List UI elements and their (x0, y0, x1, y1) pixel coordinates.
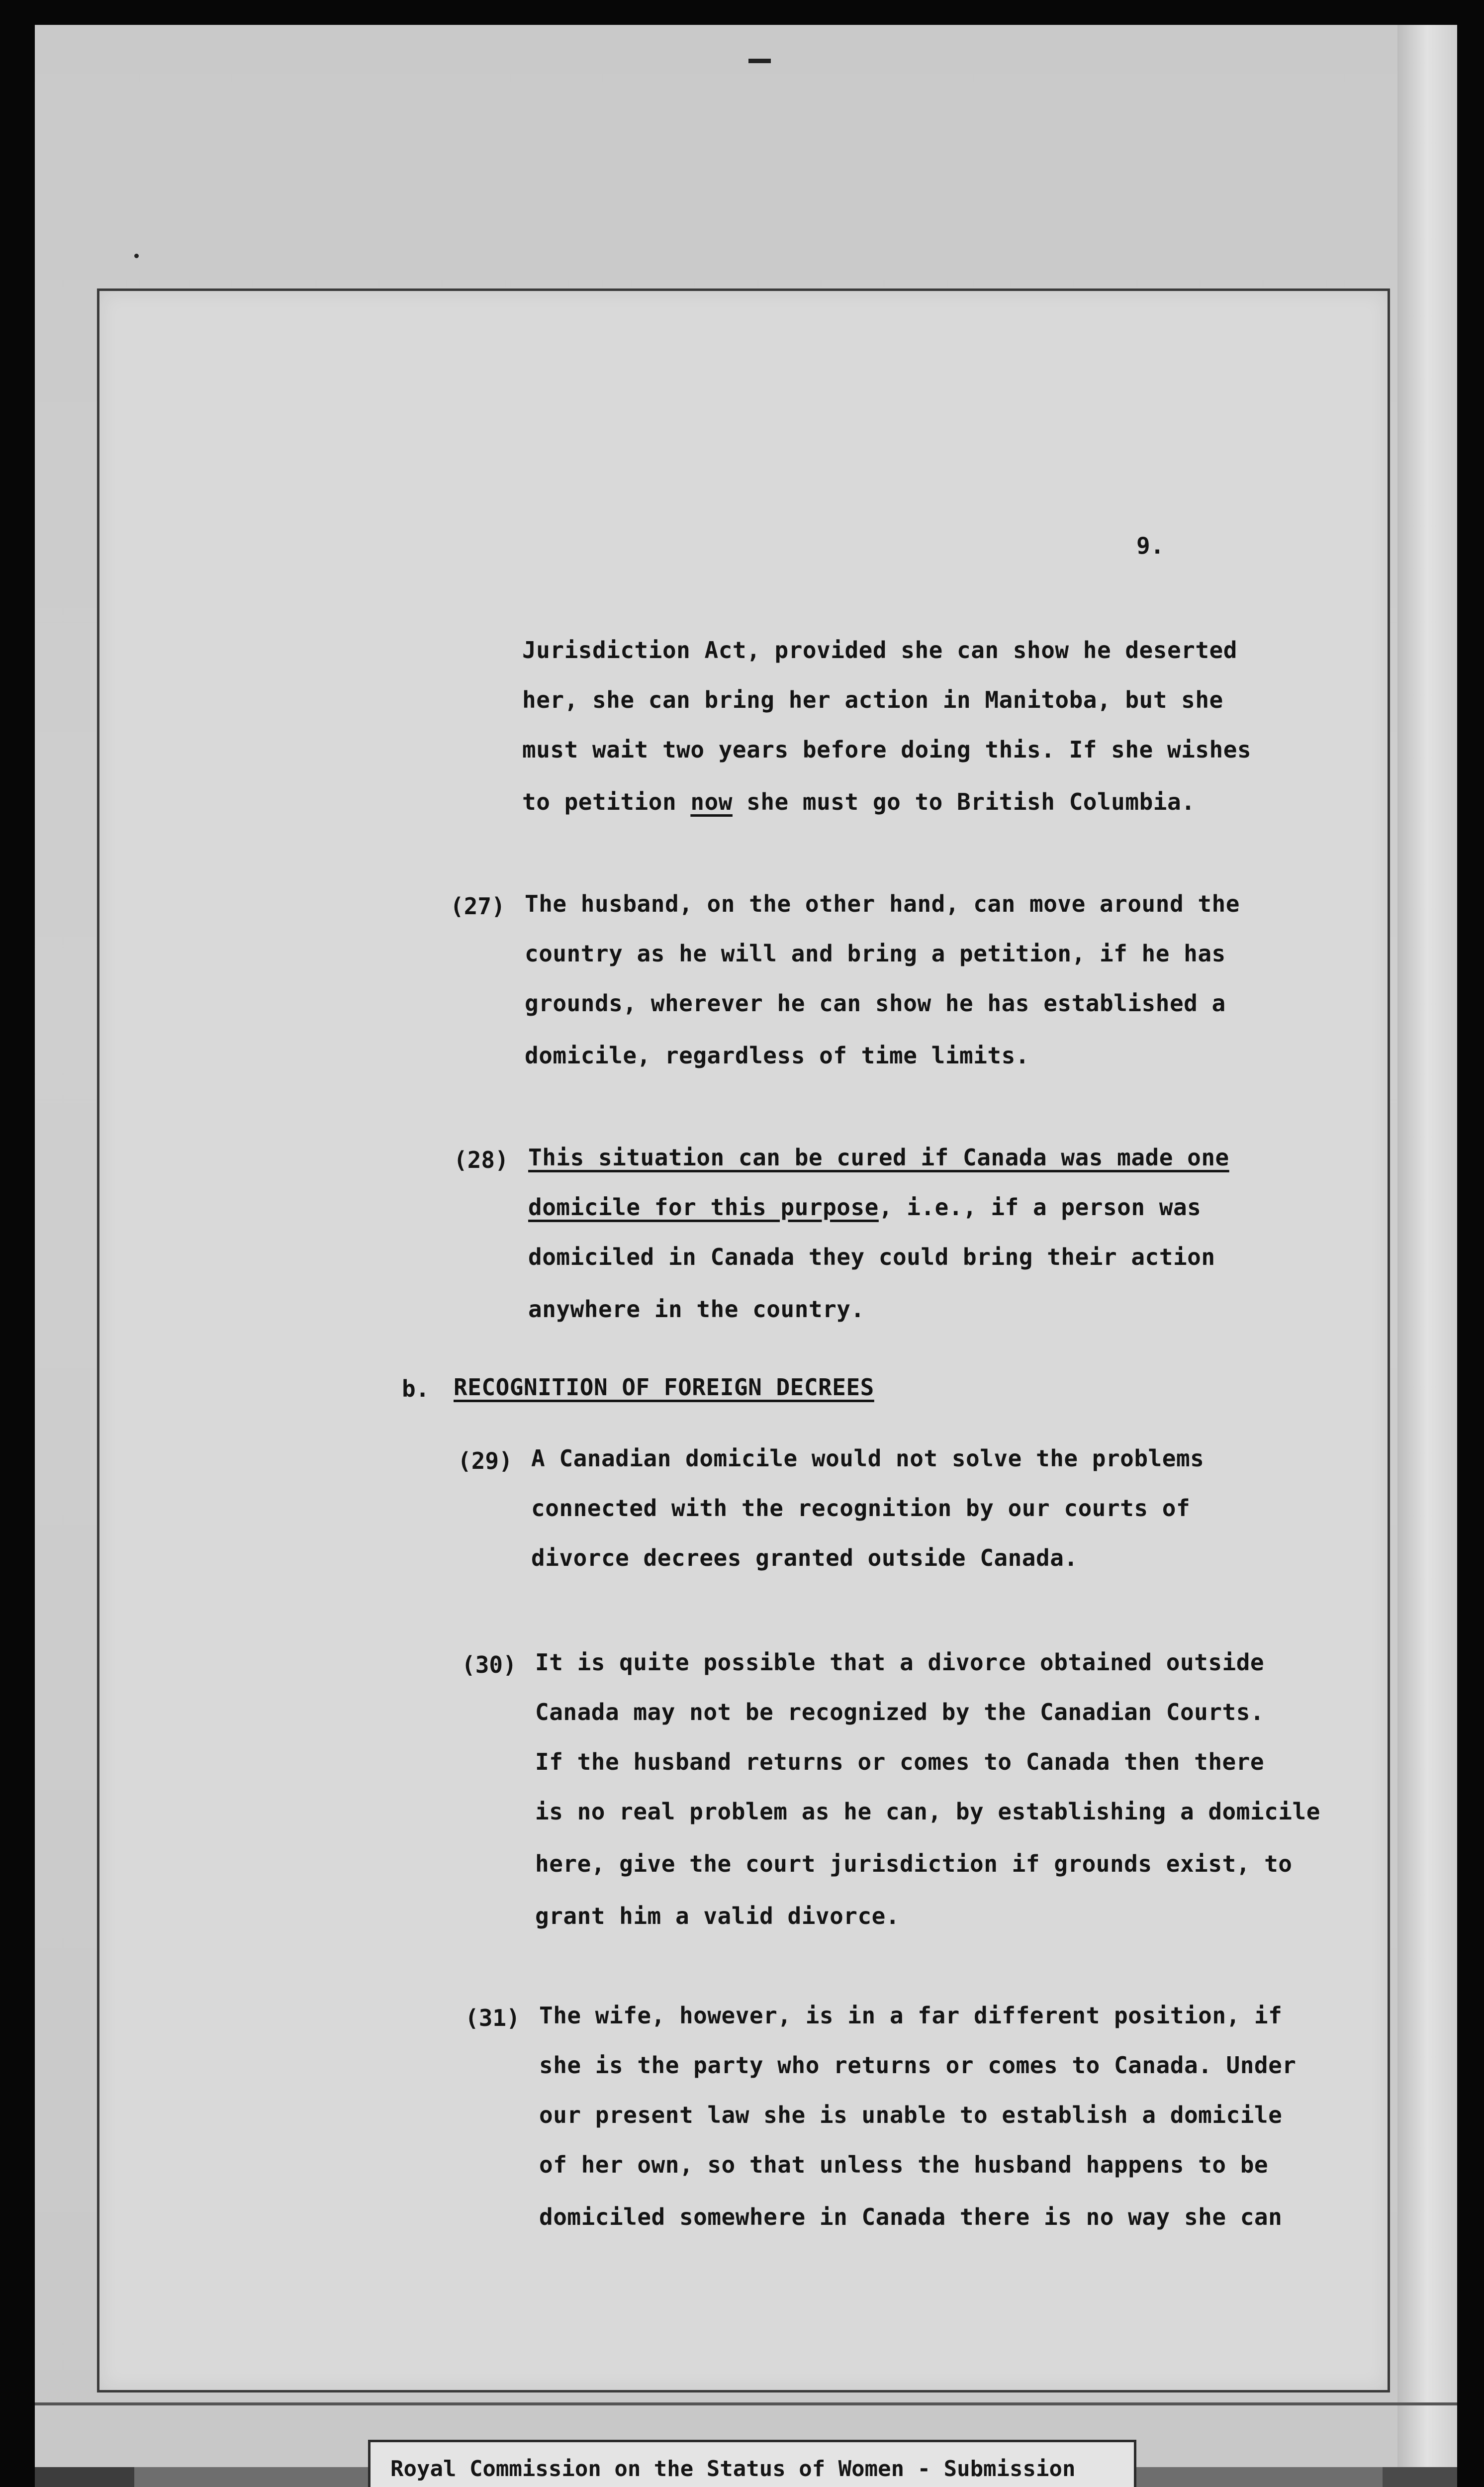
para-28-line-2: domicile for this purpose, i.e., if a person was (528, 1194, 1202, 1221)
para-29-line-3: divorce decrees granted outside Canada. (531, 1544, 1078, 1571)
para-29-line-1: A Canadian domicile would not solve the problems (531, 1445, 1205, 1472)
para-27-line-1: The husband, on the other hand, can move around the (525, 890, 1240, 917)
archive-reference-label (368, 2440, 1136, 2487)
para-27-number: (27) (450, 893, 505, 920)
page-number: 9. (1136, 532, 1165, 559)
section-b-letter: b. (402, 1375, 430, 1402)
intro-line-1: Jurisdiction Act, provided she can show he deserted (522, 637, 1237, 664)
emphasis-now: now (690, 788, 733, 815)
para-27-line-3: grounds, wherever he can show he has established a (525, 990, 1226, 1017)
band-shadow-left (35, 2467, 134, 2487)
para-29-line-2: connected with the recognition by our courts of (531, 1495, 1191, 1522)
section-b-heading: RECOGNITION OF FOREIGN DECREES (454, 1374, 874, 1401)
page-bottom-edge (35, 2402, 1457, 2405)
para-28-line-4: anywhere in the country. (528, 1296, 865, 1323)
intro-line-3: must wait two years before doing this. If she wishes (522, 736, 1252, 763)
intro-line-2: her, she can bring her action in Manitoba, but she (522, 686, 1223, 713)
para-30-line-4: is no real problem as he can, by establishing a domicile (535, 1798, 1320, 1825)
dust-speck (134, 254, 139, 258)
top-registration-mark (748, 59, 771, 63)
para-27-line-4: domicile, regardless of time limits. (525, 1042, 1029, 1069)
para-30-number: (30) (462, 1651, 517, 1678)
para-30-line-6: grant him a valid divorce. (535, 1903, 900, 1929)
para-31-line-1: The wife, however, is in a far different position, if (539, 2002, 1283, 2029)
para-30-line-3: If the husband returns or comes to Canada then there (535, 1748, 1265, 1775)
para-29-number: (29) (458, 1447, 513, 1474)
para-31-line-3: our present law she is unable to establish a domicile (539, 2102, 1283, 2128)
intro-line-4: to petition now she must go to British Columbia. (522, 788, 1196, 815)
archive-label-line-1: Royal Commission on the Status of Women - Submission (390, 2456, 1076, 2482)
scan-edge-strip (1397, 25, 1457, 2487)
para-31-line-5: domiciled somewhere in Canada there is no way she can (539, 2203, 1283, 2230)
para-31-line-4: of her own, so that unless the husband happens to be (539, 2151, 1269, 2178)
para-30-line-2: Canada may not be recognized by the Canadian Courts. (535, 1699, 1265, 1725)
para-30-line-1: It is quite possible that a divorce obtained outside (535, 1649, 1265, 1676)
para-31-number: (31) (465, 2005, 520, 2031)
para-27-line-2: country as he will and bring a petition, if he has (525, 940, 1226, 967)
para-30-line-5: here, give the court jurisdiction if grounds exist, to (535, 1850, 1293, 1877)
para-31-line-2: she is the party who returns or comes to Canada. Under (539, 2052, 1297, 2079)
para-28-line-1: This situation can be cured if Canada was made one (528, 1144, 1229, 1171)
para-28-line-3: domiciled in Canada they could bring their action (528, 1244, 1215, 1270)
band-shadow-right (1383, 2467, 1457, 2487)
para-28-number: (28) (454, 1147, 509, 1173)
